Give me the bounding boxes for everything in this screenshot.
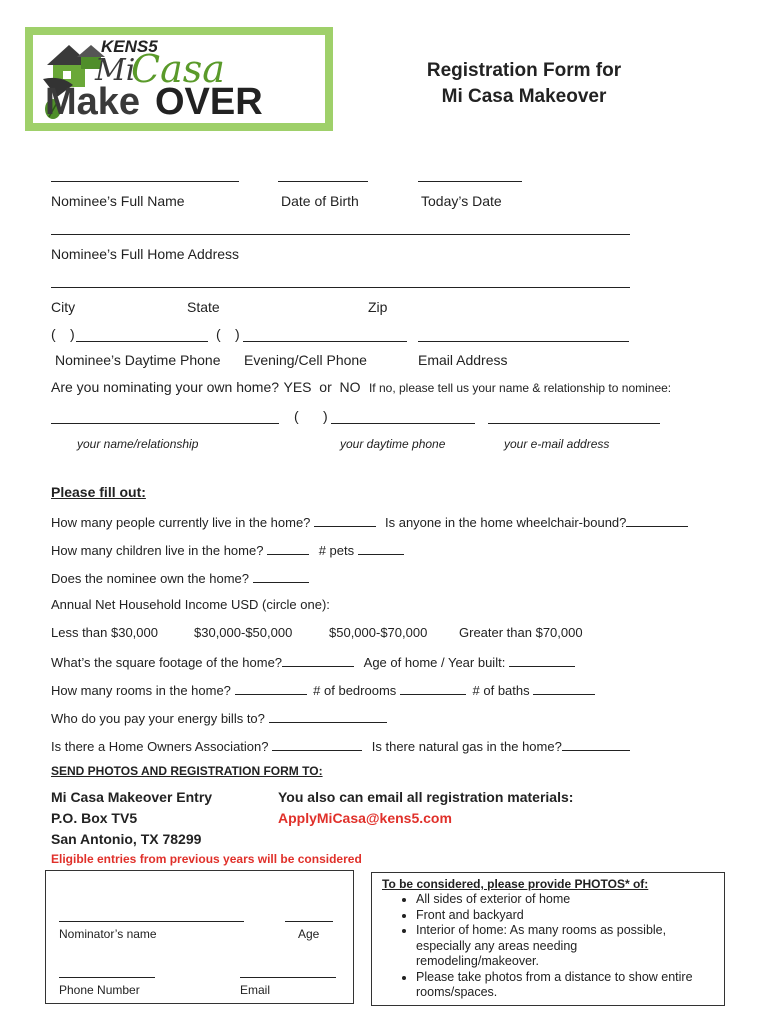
q-people-input[interactable] bbox=[314, 513, 376, 527]
income-option-1[interactable]: Less than $30,000 bbox=[51, 625, 158, 640]
nominator-phone-input[interactable] bbox=[59, 964, 155, 978]
paren-close-3: ) bbox=[323, 408, 328, 424]
q-hoa-input[interactable] bbox=[272, 737, 362, 751]
own-home-note: If no, please tell us your name & relationship to nominee: bbox=[368, 381, 672, 395]
evening-phone-label: Evening/Cell Phone bbox=[244, 352, 367, 368]
q-gas-label: Is there natural gas in the home? bbox=[371, 739, 562, 754]
mail-address-line2: P.O. Box TV5 bbox=[51, 810, 138, 826]
q-energy-label: Who do you pay your energy bills to? bbox=[51, 711, 265, 726]
q-people-label: How many people currently live in the home? bbox=[51, 515, 311, 530]
your-email-label: your e-mail address bbox=[504, 437, 610, 451]
title-line1: Registration Form for bbox=[426, 60, 622, 81]
own-home-question: Are you nominating your own home? bbox=[51, 379, 280, 395]
address-input[interactable] bbox=[51, 221, 630, 235]
nominator-email-input[interactable] bbox=[240, 964, 336, 978]
q-gas-input[interactable] bbox=[562, 737, 630, 751]
photos-item-yard: • Front and backyard bbox=[416, 908, 724, 924]
email-label: Email Address bbox=[418, 352, 508, 368]
nominator-phone-label: Phone Number bbox=[59, 983, 140, 997]
nominator-name-input[interactable] bbox=[59, 908, 244, 922]
nominee-name-label: Nominee’s Full Name bbox=[51, 193, 185, 209]
q-pets-input[interactable] bbox=[358, 541, 404, 555]
logo-mi: Mi bbox=[95, 53, 136, 88]
city-label: City bbox=[51, 299, 76, 315]
q-children-input[interactable] bbox=[267, 541, 309, 555]
q-sqft-row bbox=[51, 653, 575, 670]
q-bedrooms-label: # of bedrooms bbox=[313, 683, 397, 698]
your-daytime-phone-input[interactable] bbox=[331, 410, 475, 424]
email-input[interactable] bbox=[418, 328, 629, 342]
paren-open-2: ( bbox=[216, 326, 221, 342]
dob-label: Date of Birth bbox=[281, 193, 359, 209]
city-state-zip-input[interactable] bbox=[51, 274, 630, 288]
your-name-relationship-input[interactable] bbox=[51, 410, 279, 424]
q-children-label: How many children live in the home? bbox=[51, 543, 264, 558]
email-materials-text: You also can email all registration materials: bbox=[278, 789, 574, 805]
q-hoa-row bbox=[51, 737, 630, 754]
mail-address-line1: Mi Casa Makeover Entry bbox=[51, 789, 213, 805]
income-option-4[interactable]: Greater than $70,000 bbox=[459, 625, 583, 640]
photos-heading: To be considered, please provide PHOTOS* of: bbox=[382, 877, 649, 891]
nominator-age-input[interactable] bbox=[285, 908, 333, 922]
daytime-phone-label: Nominee’s Daytime Phone bbox=[55, 352, 221, 368]
photos-item-interior: • Interior of home: As many rooms as possible, especially any areas needing remodeling/makeover. bbox=[416, 923, 678, 970]
photos-item-distance: • Please take photos from a distance to show entire rooms/spaces. bbox=[416, 970, 706, 1001]
logo-over: OVER bbox=[155, 81, 263, 123]
nominee-name-input[interactable] bbox=[51, 168, 239, 182]
q-own-row bbox=[51, 569, 309, 586]
your-email-input[interactable] bbox=[488, 410, 660, 424]
submission-email-link[interactable]: ApplyMiCasa@kens5.com bbox=[278, 810, 452, 826]
q-rooms-row bbox=[51, 681, 595, 698]
nominator-info-box bbox=[45, 870, 354, 1004]
q-income-label: Annual Net Household Income USD (circle one): bbox=[51, 597, 330, 612]
mail-address-line3: San Antonio, TX 78299 bbox=[51, 831, 202, 847]
nominator-age-label: Age bbox=[298, 927, 320, 941]
q-wheelchair-row bbox=[385, 513, 688, 530]
nominator-email-label: Email bbox=[240, 983, 271, 997]
paren-open: ( bbox=[51, 326, 56, 342]
send-heading: SEND PHOTOS AND REGISTRATION FORM TO: bbox=[51, 764, 323, 778]
q-age-input[interactable] bbox=[509, 653, 575, 667]
photos-item-exterior: • All sides of exterior of home bbox=[416, 892, 724, 908]
mi-casa-makeover-logo bbox=[25, 27, 333, 131]
paren-close-2: ) bbox=[235, 326, 240, 342]
dob-input[interactable] bbox=[278, 168, 368, 182]
logo-make: Make bbox=[45, 81, 141, 123]
photos-requirements-box bbox=[371, 872, 725, 1006]
q-rooms-input[interactable] bbox=[235, 681, 307, 695]
title-line2: Mi Casa Makeover bbox=[441, 86, 607, 107]
q-rooms-label: How many rooms in the home? bbox=[51, 683, 231, 698]
photos-list bbox=[372, 892, 724, 1001]
q-energy-input[interactable] bbox=[269, 709, 387, 723]
q-bedrooms-input[interactable] bbox=[400, 681, 466, 695]
today-date-input[interactable] bbox=[418, 168, 522, 182]
q-age-label: Age of home / Year built: bbox=[363, 655, 506, 670]
your-daytime-phone-label: your daytime phone bbox=[340, 437, 446, 451]
logo-casa: Casa bbox=[131, 47, 225, 91]
q-baths-input[interactable] bbox=[533, 681, 595, 695]
own-home-question-row bbox=[51, 379, 671, 397]
evening-phone-input[interactable] bbox=[243, 328, 407, 342]
state-label: State bbox=[187, 299, 220, 315]
q-children-row bbox=[51, 541, 404, 558]
q-people-row bbox=[51, 513, 376, 530]
q-pets-label: # pets bbox=[318, 543, 355, 558]
q-baths-label: # of baths bbox=[472, 683, 530, 698]
q-sqft-label: What’s the square footage of the home? bbox=[51, 655, 283, 670]
kens5-logo-text: KENS5 bbox=[101, 37, 158, 56]
nominator-name-label: Nominator’s name bbox=[59, 927, 157, 941]
yes-no-option[interactable]: YES or NO bbox=[283, 379, 361, 395]
paren-open-3: ( bbox=[294, 408, 299, 424]
income-option-2[interactable]: $30,000-$50,000 bbox=[194, 625, 293, 640]
address-label: Nominee’s Full Home Address bbox=[51, 246, 240, 262]
daytime-phone-input[interactable] bbox=[76, 328, 208, 342]
q-own-label: Does the nominee own the home? bbox=[51, 571, 250, 586]
eligible-note: Eligible entries from previous years will be considered bbox=[51, 852, 362, 866]
page-title bbox=[404, 58, 644, 110]
your-name-relationship-label: your name/relationship bbox=[77, 437, 199, 451]
q-wheelchair-input[interactable] bbox=[626, 513, 688, 527]
zip-label: Zip bbox=[368, 299, 388, 315]
q-energy-row bbox=[51, 709, 387, 726]
income-option-3[interactable]: $50,000-$70,000 bbox=[329, 625, 428, 640]
q-sqft-input[interactable] bbox=[282, 653, 354, 667]
q-hoa-label: Is there a Home Owners Association? bbox=[51, 739, 269, 754]
paren-close: ) bbox=[70, 326, 75, 342]
q-own-input[interactable] bbox=[253, 569, 309, 583]
today-date-label: Today’s Date bbox=[421, 193, 502, 209]
q-wheelchair-label: Is anyone in the home wheelchair-bound? bbox=[385, 515, 627, 530]
fill-out-heading: Please fill out: bbox=[51, 484, 146, 500]
